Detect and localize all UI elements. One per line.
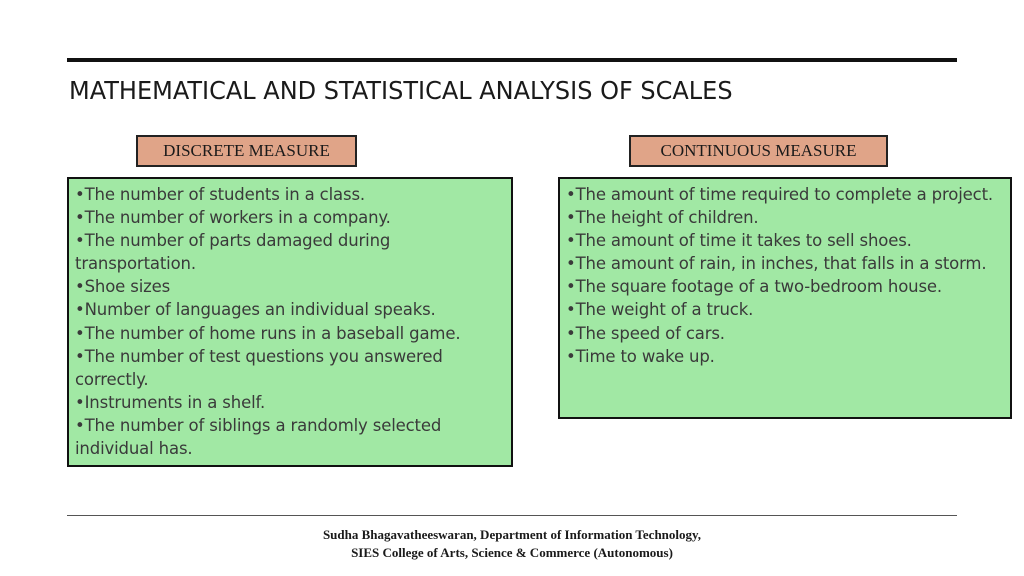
list-item: • Time to wake up.: [566, 345, 1004, 368]
list-item: • The amount of rain, in inches, that falls in a storm.: [566, 252, 1004, 275]
list-item: • The amount of time required to complete a project.: [566, 183, 1004, 206]
top-divider: [67, 58, 957, 62]
slide-title: MATHEMATICAL AND STATISTICAL ANALYSIS OF SCALES: [69, 76, 733, 105]
discrete-examples-box: [67, 177, 513, 467]
footer-divider: [67, 515, 957, 516]
list-item: • Number of languages an individual speaks.: [75, 298, 505, 321]
list-item: • The number of students in a class.: [75, 183, 505, 206]
footer-college-line: SIES College of Arts, Science & Commerce (Autonomous): [351, 545, 673, 560]
footer-author-line: Sudha Bhagavatheeswaran, Department of Information Technology,: [322, 527, 702, 542]
continuous-examples-box: [558, 177, 1012, 419]
list-item: • The number of test questions you answered correctly.: [75, 345, 505, 391]
discrete-examples-list: [75, 183, 505, 460]
list-item: • The number of siblings a randomly selected individual has.: [75, 414, 505, 460]
list-item: • The square footage of a two-bedroom house.: [566, 275, 1004, 298]
list-item: • The amount of time it takes to sell shoes.: [566, 229, 1004, 252]
list-item: • Shoe sizes: [75, 275, 505, 298]
continuous-examples-list: [566, 183, 1004, 368]
list-item: • The number of home runs in a baseball game.: [75, 322, 505, 345]
list-item: • The number of parts damaged during transportation.: [75, 229, 505, 275]
list-item: • The speed of cars.: [566, 322, 1004, 345]
list-item: • The weight of a truck.: [566, 298, 1004, 321]
list-item: • The number of workers in a company.: [75, 206, 505, 229]
list-item: • Instruments in a shelf.: [75, 391, 505, 414]
continuous-measure-label: CONTINUOUS MEASURE: [629, 135, 888, 167]
discrete-measure-label: DISCRETE MEASURE: [136, 135, 357, 167]
list-item: • The height of children.: [566, 206, 1004, 229]
